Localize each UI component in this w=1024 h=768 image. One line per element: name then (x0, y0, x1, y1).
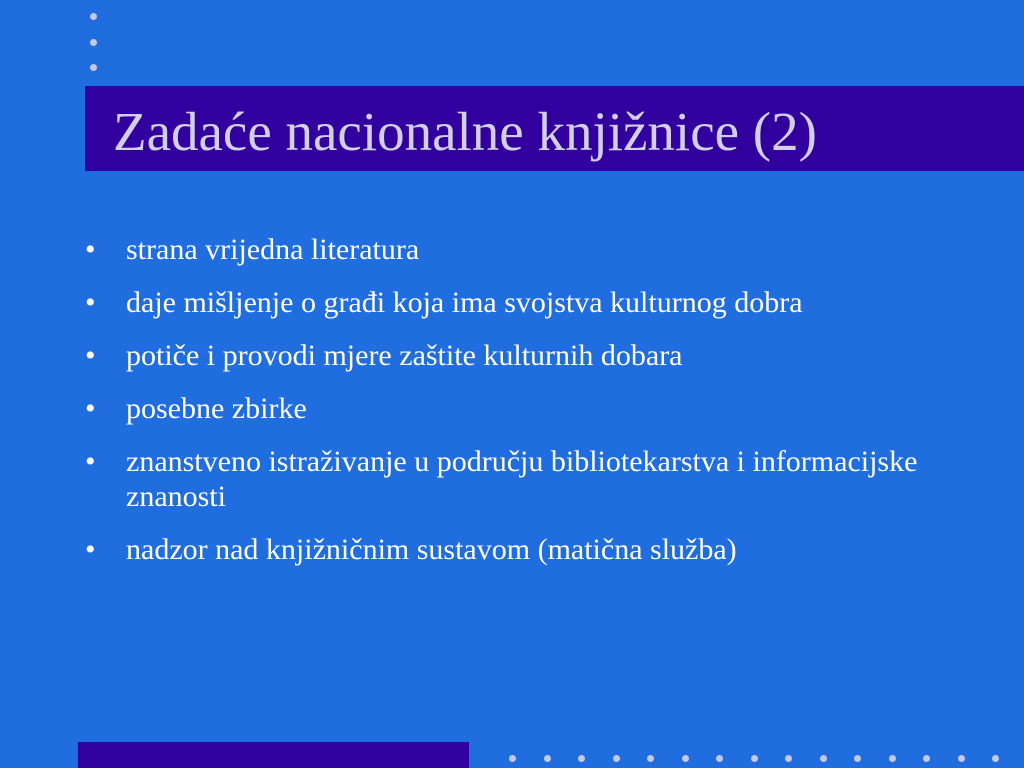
decorative-dot (90, 13, 97, 20)
bullet-item (85, 444, 955, 514)
decorative-dot (613, 755, 620, 762)
decorative-dot (785, 755, 792, 762)
bullet-item (85, 338, 955, 373)
decorative-dot (647, 755, 654, 762)
decorative-dot (992, 755, 999, 762)
bullet-marker: • (85, 445, 96, 478)
bullet-marker: • (85, 533, 96, 566)
bullet-text: potiče i provodi mjere zaštite kulturnih dobara (126, 339, 683, 372)
bullet-item (85, 232, 955, 267)
decorative-dot (544, 755, 551, 762)
decorative-dot (923, 755, 930, 762)
bullet-item (85, 532, 955, 567)
bullet-item (85, 391, 955, 426)
bullet-item (85, 285, 955, 320)
bullet-text: znanstveno istraživanje u području bibliotekarstva i informacijske znanosti (126, 445, 918, 513)
bullet-text: posebne zbirke (126, 392, 307, 425)
bullet-marker: • (85, 286, 96, 319)
decorative-dot (90, 39, 97, 46)
decorative-dot (889, 755, 896, 762)
footer-band (78, 742, 469, 768)
decorative-dot (751, 755, 758, 762)
bullet-marker: • (85, 339, 96, 372)
slide-title: Zadaće nacionalne knjižnice (2) (113, 101, 817, 162)
bullet-text: nadzor nad knjižničnim sustavom (matična služba) (126, 533, 737, 566)
decorative-dot (716, 755, 723, 762)
bullet-text: daje mišljenje o građi koja ima svojstva kulturnog dobra (126, 286, 803, 319)
decorative-dot (854, 755, 861, 762)
decorative-dot (578, 755, 585, 762)
bullet-list (85, 232, 955, 585)
decorative-dot (90, 64, 97, 71)
decorative-dot (509, 755, 516, 762)
decorative-dot (958, 755, 965, 762)
bullet-text: strana vrijedna literatura (126, 233, 420, 266)
bullet-marker: • (85, 392, 96, 425)
decorative-dot (682, 755, 689, 762)
decorative-dot (820, 755, 827, 762)
bullet-marker: • (85, 233, 96, 266)
